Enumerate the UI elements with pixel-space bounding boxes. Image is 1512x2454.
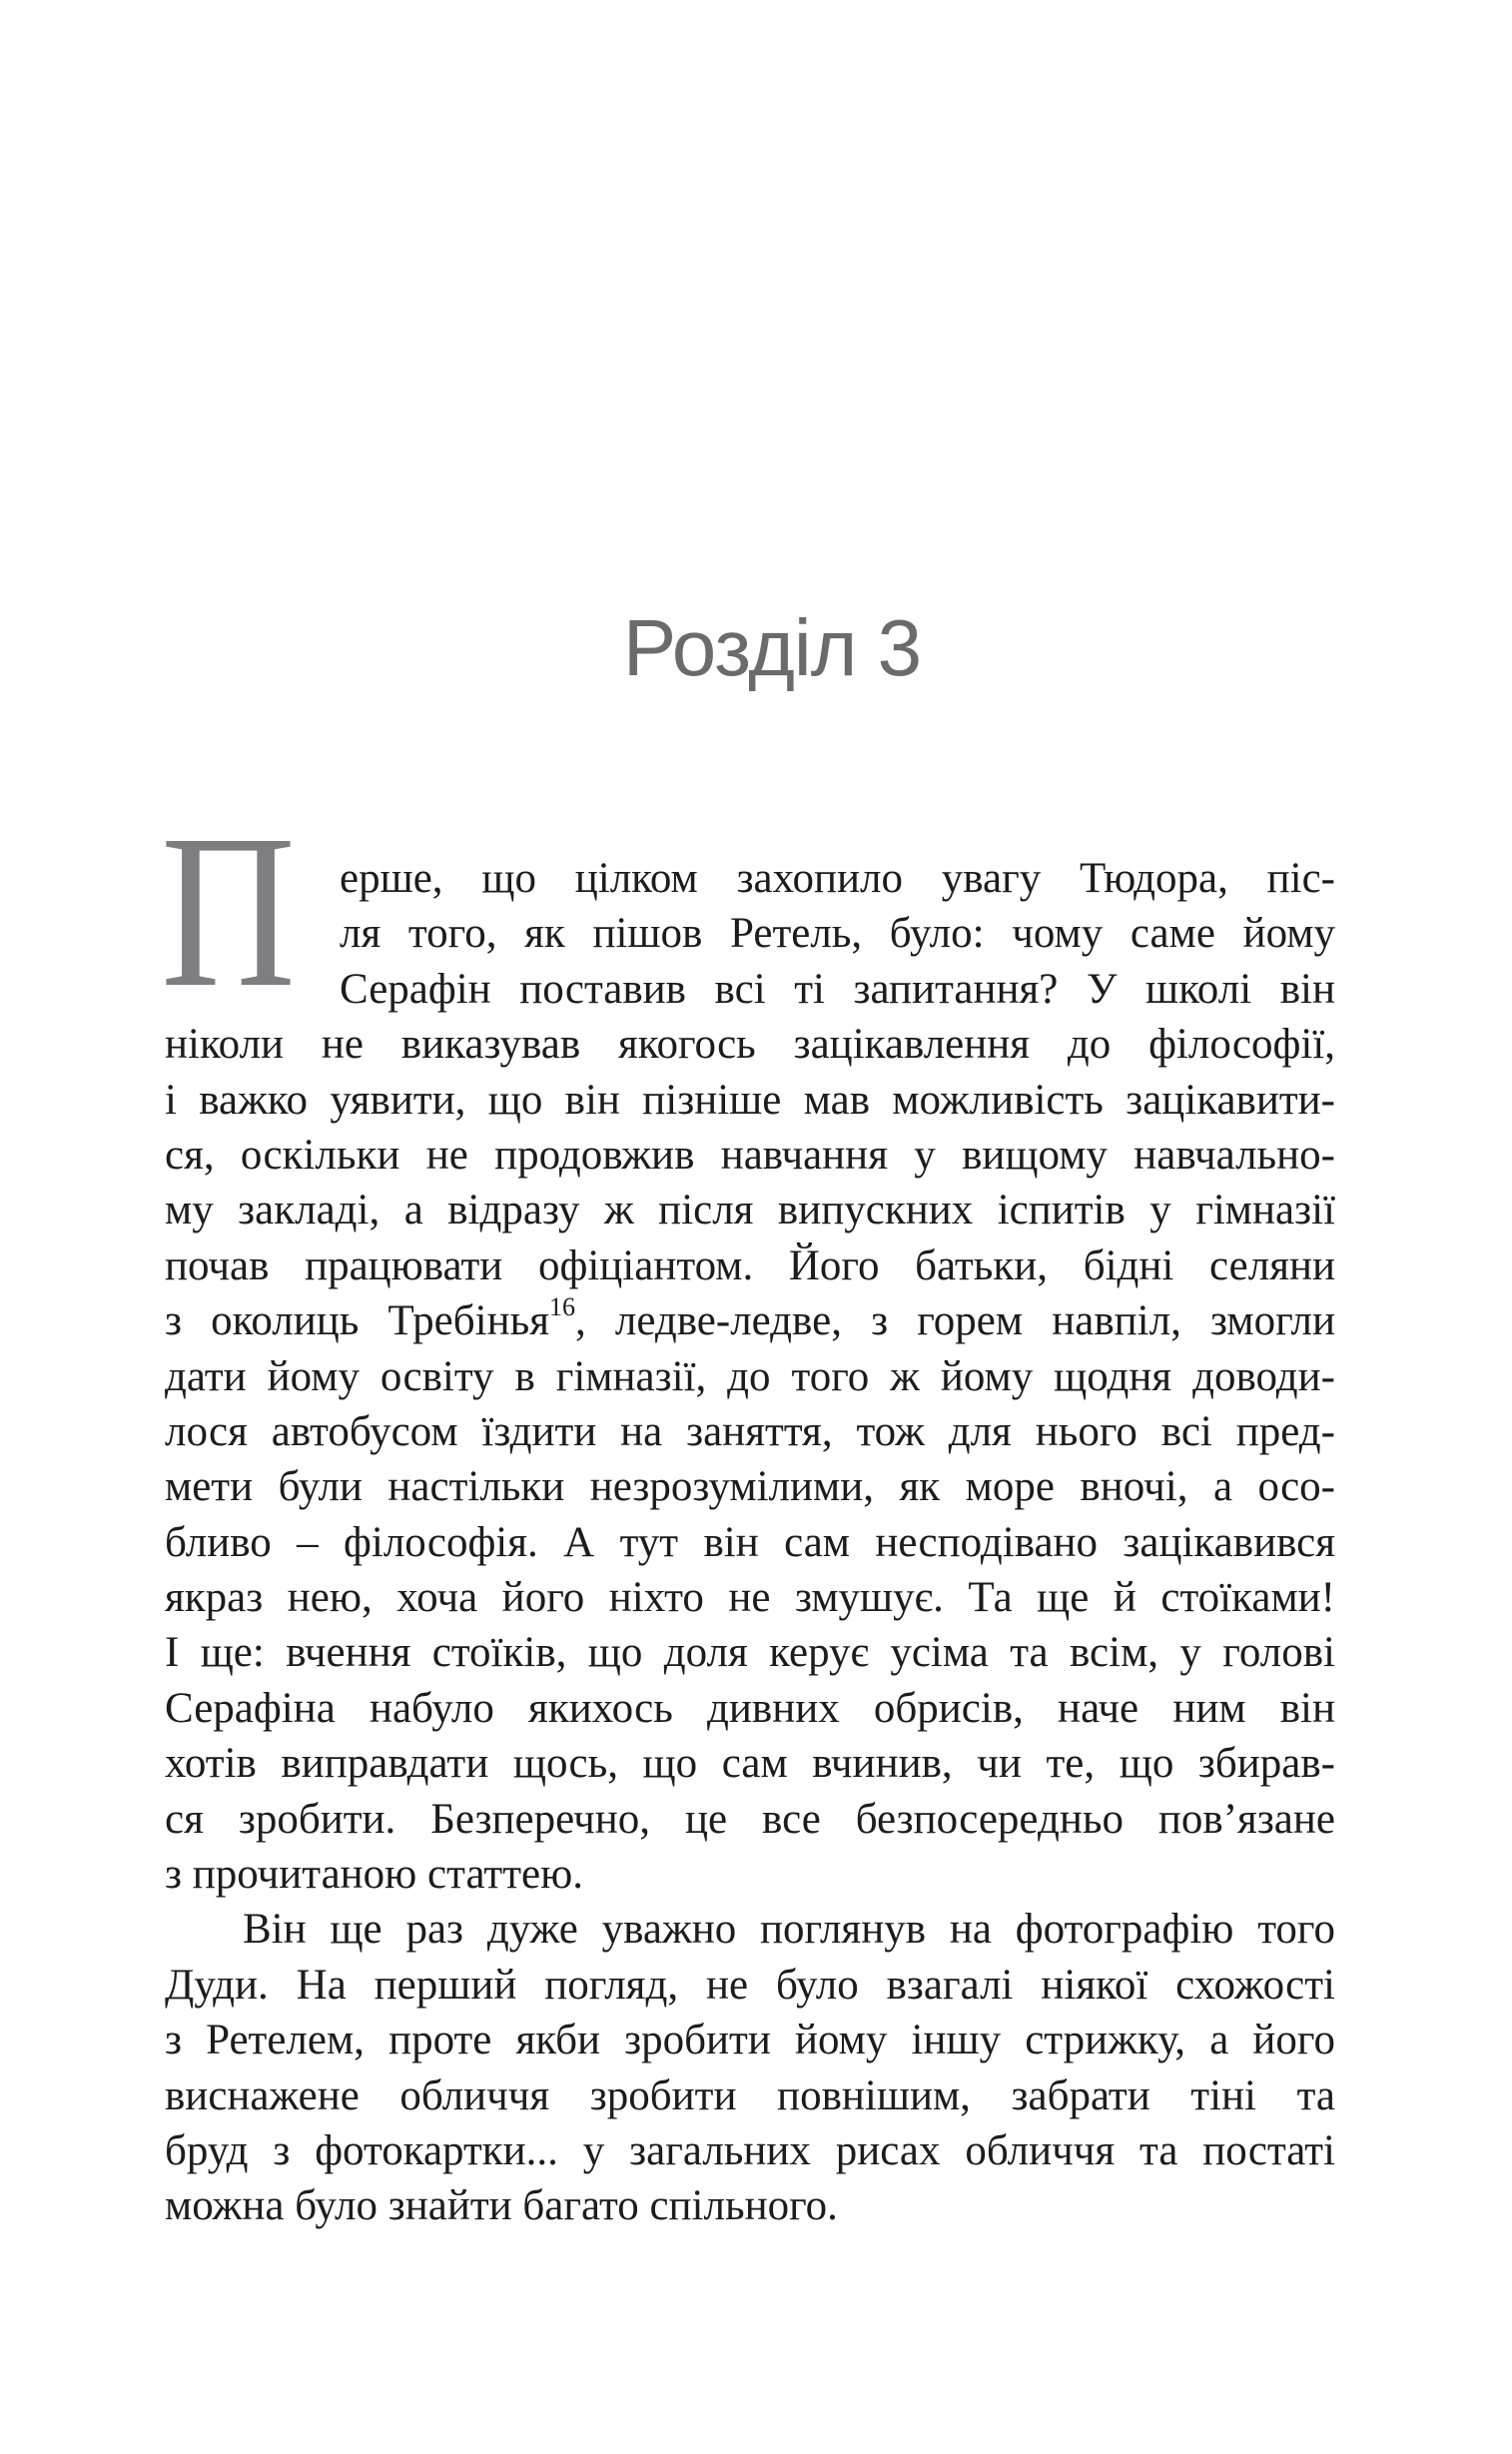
text-line: бливо – філософія. А тут він сам несподівано зацікавився: [165, 1518, 1335, 1566]
text-line: почав працювати офіціантом. Його батьки, бідні селяни: [165, 1241, 1335, 1289]
text-line: можна було знайти багато спільного.: [165, 2182, 838, 2230]
text-line: Серафіна набуло якихось дивних обрисів, наче ним він: [165, 1684, 1335, 1732]
chapter-title: Розділ 3: [622, 602, 922, 692]
text-line: Серафін поставив всі ті запитання? У школі він: [340, 965, 1335, 1013]
text-line: ерше, що цілком захопило увагу Тюдора, піс-: [340, 855, 1335, 902]
text-line: му закладі, а відразу ж після випускних іспитів у гімназії: [165, 1187, 1335, 1234]
text-line: хотів виправдати щось, що сам вчинив, чи те, що збирав-: [165, 1740, 1335, 1788]
text-line: Він ще раз дуже уважно поглянув на фотографію того: [243, 1906, 1335, 1954]
text-line: виснажене обличчя зробити повнішим, забрати тіні та: [165, 2071, 1335, 2119]
text-line: мети були настільки незрозумілими, як море вночі, а осо-: [165, 1463, 1335, 1511]
text-line: ся, оскільки не продовжив навчання у вищому навчально-: [165, 1131, 1335, 1179]
text-line: бруд з фотокартки... у загальних рисах обличчя та постаті: [165, 2126, 1335, 2174]
body-text: [161, 789, 1335, 2234]
drop-cap-letter: П: [161, 789, 297, 1033]
text-line: лося автобусом їздити на заняття, тож для нього всі пред-: [165, 1407, 1335, 1455]
text-line: дати йому освіту в гімназії, до того ж йому щодня доводи-: [165, 1352, 1335, 1400]
text-line: Дуди. На перший погляд, не було взагалі ніякої схожості: [165, 1961, 1335, 2009]
text-line: ніколи не виказував якогось зацікавлення до філософії,: [165, 1021, 1335, 1069]
text-line: ля того, як пішов Ретель, було: чому саме йому: [340, 910, 1335, 958]
text-line: з Ретелем, проте якби зробити йому іншу стрижку, а його: [165, 2017, 1335, 2064]
text-line: з околиць Требінья$^{16}$, ледве-ледве, з горем навпіл, змогли: [165, 1292, 1335, 1345]
text-line: якраз нею, хоча його ніхто не змушує. Та ще й стоїками!: [165, 1574, 1335, 1622]
text-line: І ще: вчення стоїків, що доля керує усіма та всім, у голові: [165, 1629, 1335, 1677]
text-line: і важко уявити, що він пізніше мав можливість зацікавити-: [165, 1076, 1335, 1124]
text-line: з прочитаною статтею.: [165, 1851, 583, 1899]
text-line: ся зробити. Безперечно, це все безпосередньо пов’язане: [165, 1795, 1335, 1843]
footnote-reference: 16: [548, 1292, 575, 1322]
